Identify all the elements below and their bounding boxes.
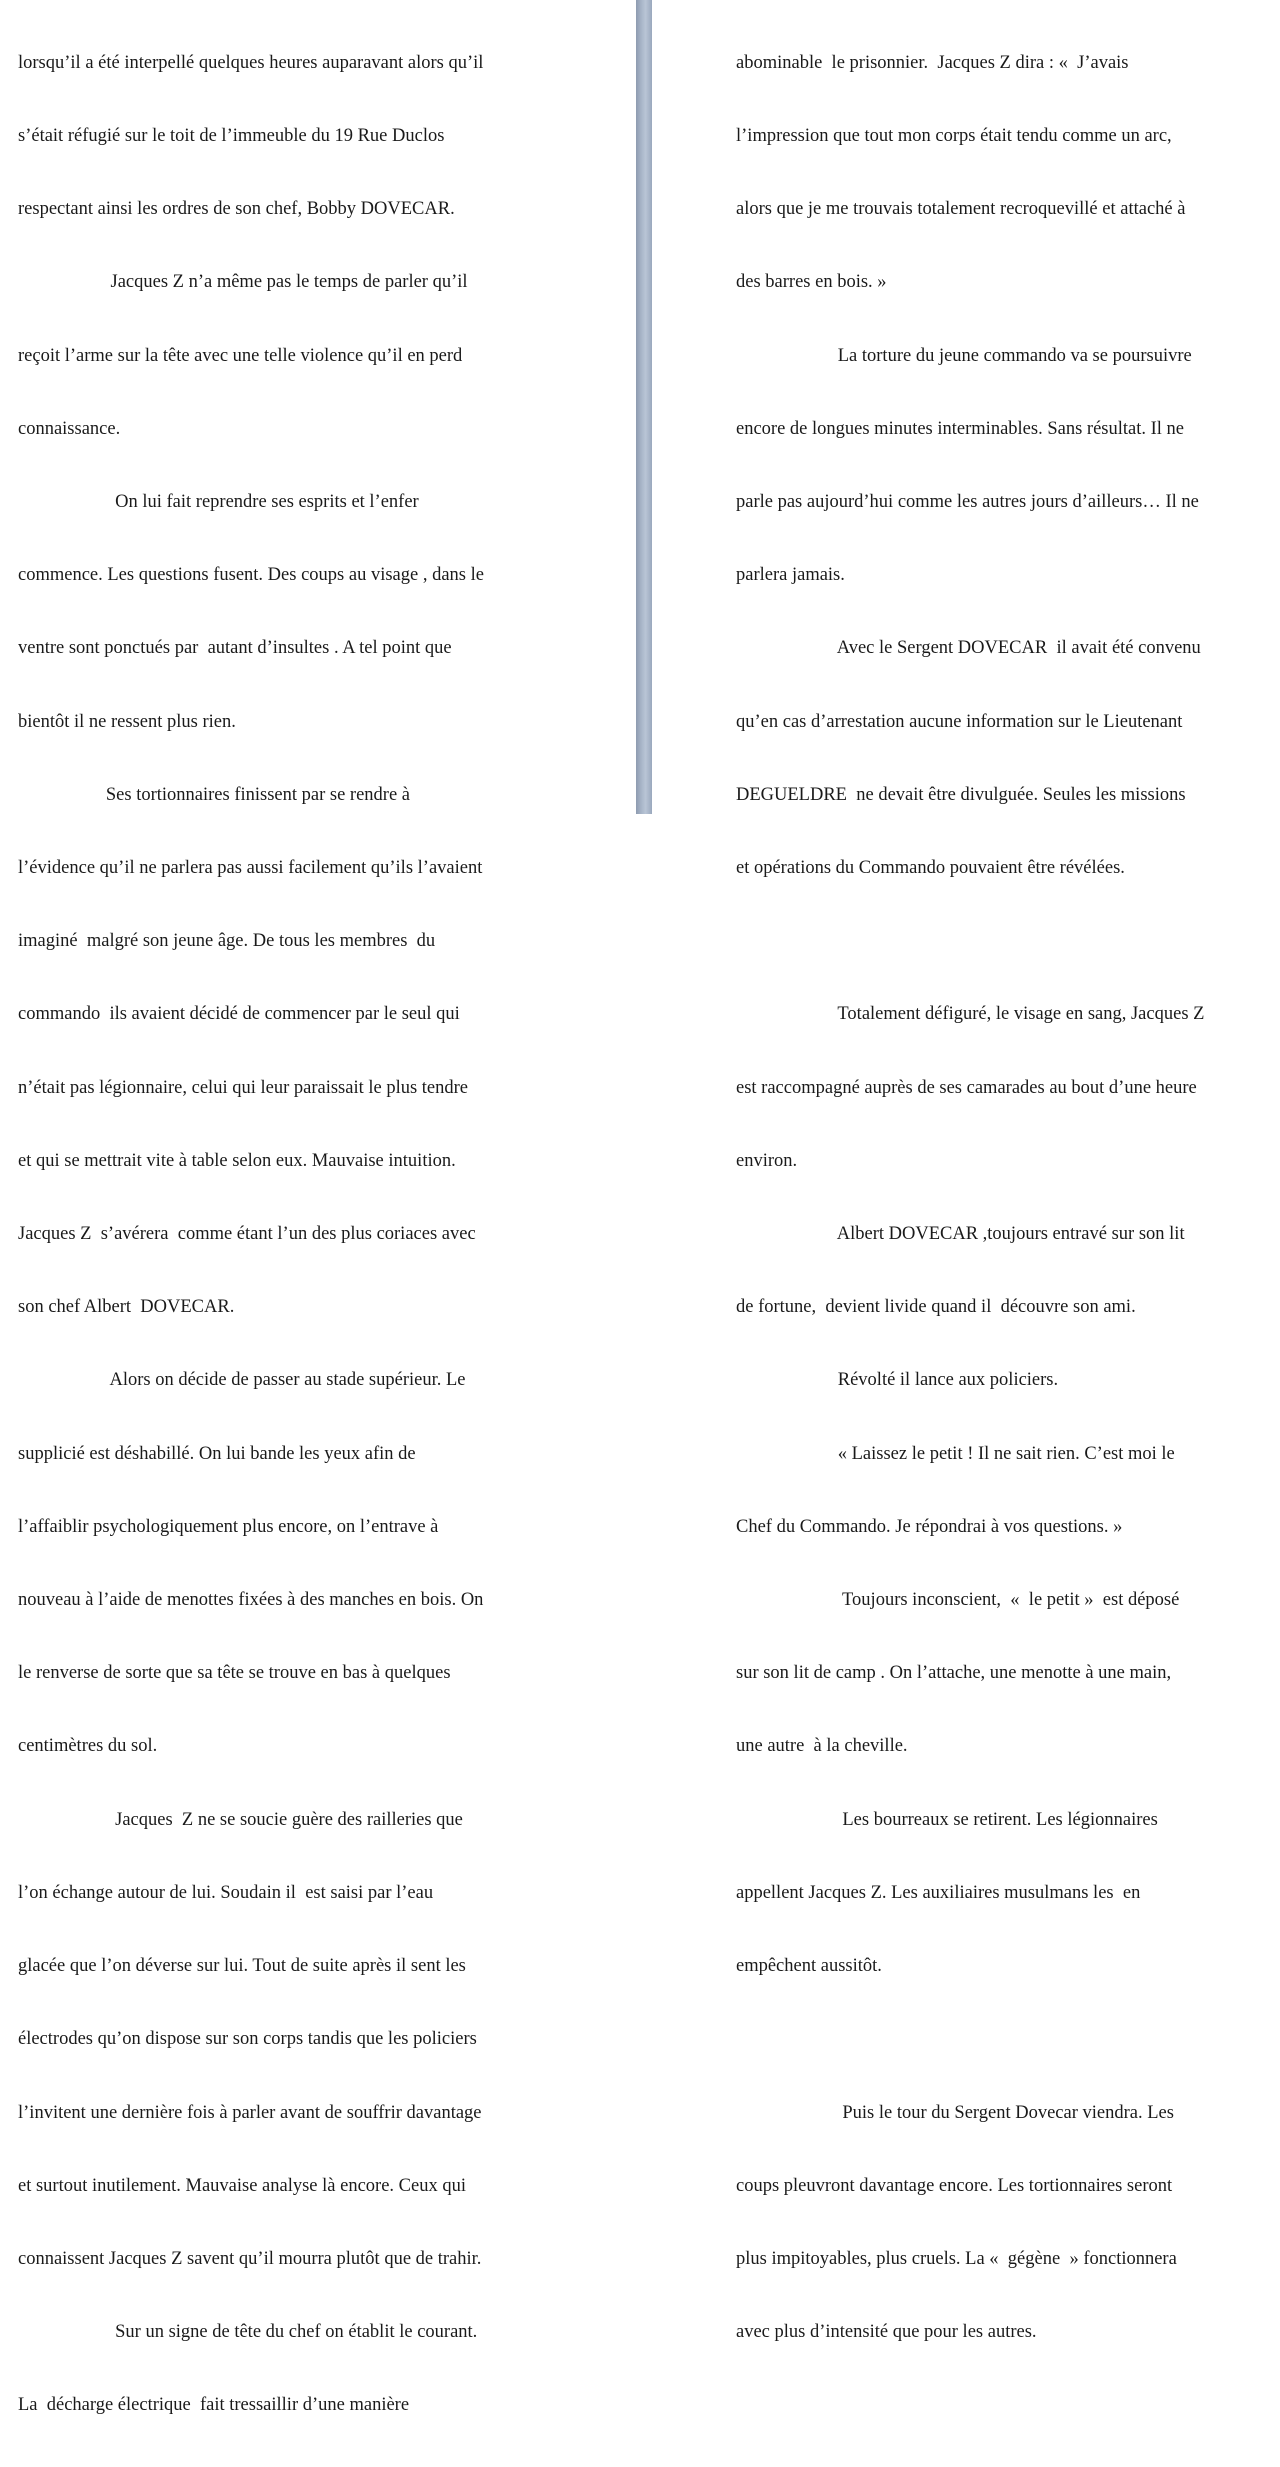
left-line: Sur un signe de tête du chef on établit le courant. xyxy=(18,2322,478,2343)
left-line: centimètres du sol. xyxy=(18,1736,158,1757)
right-line: coups pleuvront davantage encore. Les tortionnaires seront xyxy=(736,2175,1173,2196)
right-line: plus impitoyables, plus cruels. La « gégène » fonctionnera xyxy=(736,2248,1177,2269)
left-page xyxy=(0,0,636,2416)
left-page-text xyxy=(18,2,484,2467)
left-line: supplicié est déshabillé. On lui bande les yeux afin de xyxy=(18,1443,416,1464)
left-line: La décharge électrique fait tressaillir d’une manière xyxy=(18,2395,410,2416)
right-line: est raccompagné auprès de ses camarades au bout d’une heure xyxy=(736,1077,1197,1098)
right-line: « Laissez le petit ! Il ne sait rien. C’est moi le xyxy=(736,1443,1175,1464)
right-line xyxy=(736,2027,1204,2051)
left-line: connaissance. xyxy=(18,418,121,439)
left-line: s’était réfugié sur le toit de l’immeuble du 19 Rue Duclos xyxy=(18,126,445,147)
right-line: encore de longues minutes interminables. Sans résultat. Il ne xyxy=(736,418,1184,439)
left-line: Jacques Z ne se soucie guère des railleries que xyxy=(18,1809,463,1830)
left-line: électrodes qu’on dispose sur son corps tandis que les policiers xyxy=(18,2029,477,2050)
right-line: sur son lit de camp . On l’attache, une menotte à une main, xyxy=(736,1663,1172,1684)
right-line: alors que je me trouvais totalement recroquevillé et attaché à xyxy=(736,199,1186,220)
right-line: Puis le tour du Sergent Dovecar viendra. Les xyxy=(736,2102,1174,2123)
right-page xyxy=(652,0,1280,2343)
right-line: abominable le prisonnier. Jacques Z dira : « J’avais xyxy=(736,52,1129,73)
right-line: qu’en cas d’arrestation aucune information sur le Lieutenant xyxy=(736,711,1183,732)
right-line: Révolté il lance aux policiers. xyxy=(736,1370,1059,1391)
right-page-text xyxy=(736,2,1204,2393)
right-line: l’impression que tout mon corps était tendu comme un arc, xyxy=(736,126,1172,147)
left-line: lorsqu’il a été interpellé quelques heures auparavant alors qu’il xyxy=(18,52,484,73)
left-line: l’invitent une dernière fois à parler avant de souffrir davantage xyxy=(18,2102,482,2123)
right-line: DEGUELDRE ne devait être divulguée. Seules les missions xyxy=(736,784,1186,805)
right-line: La torture du jeune commando va se poursuivre xyxy=(736,345,1192,366)
left-line: respectant ainsi les ordres de son chef, Bobby DOVECAR. xyxy=(18,199,455,220)
right-line: une autre à la cheville. xyxy=(736,1736,908,1757)
left-line: Jacques Z s’avérera comme étant l’un des plus coriaces avec xyxy=(18,1224,476,1245)
left-line: reçoit l’arme sur la tête avec une telle violence qu’il en perd xyxy=(18,345,463,366)
left-line: commence. Les questions fusent. Des coups au visage , dans le xyxy=(18,565,484,586)
right-line: Albert DOVECAR ,toujours entravé sur son lit xyxy=(736,1224,1185,1245)
page-gutter xyxy=(636,0,652,814)
right-line: Avec le Sergent DOVECAR il avait été convenu xyxy=(736,638,1201,659)
left-line: l’évidence qu’il ne parlera pas aussi facilement qu’ils l’avaient xyxy=(18,858,483,879)
right-line: environ. xyxy=(736,1150,798,1171)
right-line xyxy=(736,929,1204,953)
left-line: glacée que l’on déverse sur lui. Tout de suite après il sent les xyxy=(18,1956,466,1977)
right-line: Les bourreaux se retirent. Les légionnaires xyxy=(736,1809,1158,1830)
right-line: Chef du Commando. Je répondrai à vos questions. » xyxy=(736,1516,1123,1537)
left-line: Alors on décide de passer au stade supérieur. Le xyxy=(18,1370,466,1391)
left-line: l’on échange autour de lui. Soudain il est saisi par l’eau xyxy=(18,1882,434,1903)
right-line: empêchent aussitôt. xyxy=(736,1956,882,1977)
left-line: On lui fait reprendre ses esprits et l’enfer xyxy=(18,492,419,513)
right-line: appellent Jacques Z. Les auxiliaires musulmans les en xyxy=(736,1882,1141,1903)
left-line: et qui se mettrait vite à table selon eux. Mauvaise intuition. xyxy=(18,1150,456,1171)
left-line: l’affaiblir psychologiquement plus encore, on l’entrave à xyxy=(18,1516,439,1537)
right-line: parlera jamais. xyxy=(736,565,845,586)
right-line: Toujours inconscient, « le petit » est déposé xyxy=(736,1590,1180,1611)
right-line: parle pas aujourd’hui comme les autres jours d’ailleurs… Il ne xyxy=(736,492,1199,513)
left-line: bientôt il ne ressent plus rien. xyxy=(18,711,236,732)
left-line: le renverse de sorte que sa tête se trouve en bas à quelques xyxy=(18,1663,451,1684)
right-line: avec plus d’intensité que pour les autres. xyxy=(736,2322,1037,2343)
right-line: des barres en bois. » xyxy=(736,272,887,293)
right-line: Totalement défiguré, le visage en sang, Jacques Z xyxy=(736,1004,1205,1025)
left-line: son chef Albert DOVECAR. xyxy=(18,1297,235,1318)
left-line: et surtout inutilement. Mauvaise analyse là encore. Ceux qui xyxy=(18,2175,466,2196)
left-line: Jacques Z n’a même pas le temps de parler qu’il xyxy=(18,272,468,293)
left-line: Ses tortionnaires finissent par se rendre à xyxy=(18,784,411,805)
left-line: n’était pas légionnaire, celui qui leur paraissait le plus tendre xyxy=(18,1077,469,1098)
left-line: commando ils avaient décidé de commencer par le seul qui xyxy=(18,1004,460,1025)
right-line: et opérations du Commando pouvaient être révélées. xyxy=(736,858,1125,879)
left-line: ventre sont ponctués par autant d’insultes . A tel point que xyxy=(18,638,452,659)
left-line: imaginé malgré son jeune âge. De tous les membres du xyxy=(18,931,436,952)
left-line: connaissent Jacques Z savent qu’il mourra plutôt que de trahir. xyxy=(18,2248,482,2269)
right-line: de fortune, devient livide quand il découvre son ami. xyxy=(736,1297,1136,1318)
left-line: nouveau à l’aide de menottes fixées à des manches en bois. On xyxy=(18,1590,484,1611)
